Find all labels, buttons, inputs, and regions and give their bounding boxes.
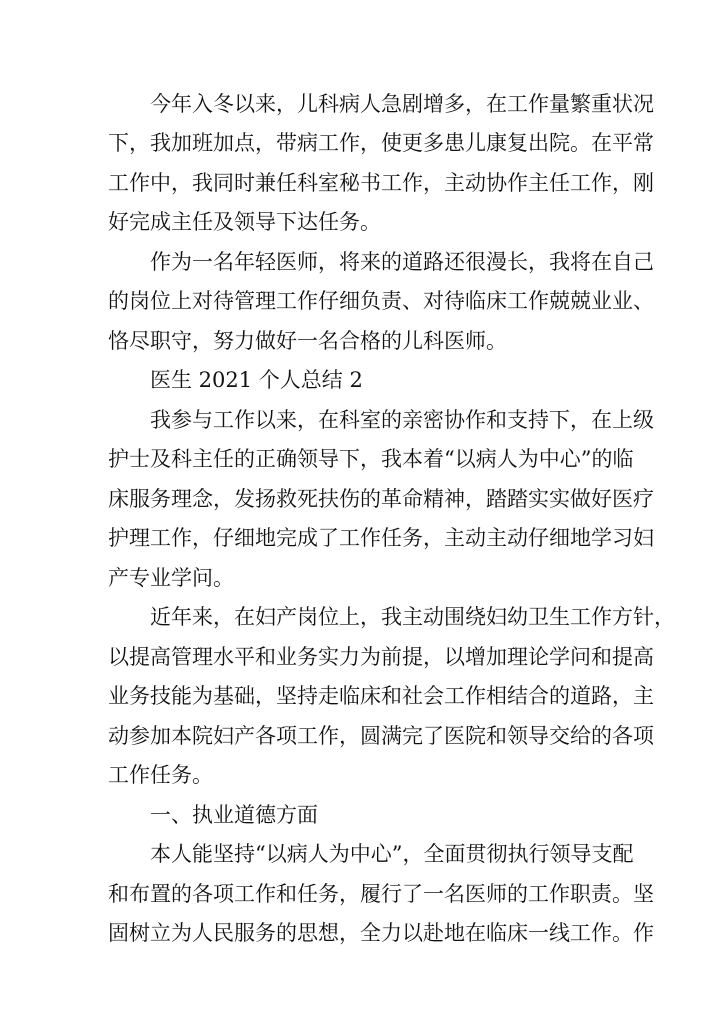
text-line: 工作任务。 — [108, 763, 213, 787]
text-line: 固树立为人民服务的思想，全力以赴地在临床一线工作。作 — [108, 921, 654, 945]
text-line: 床服务理念，发扬救死扶伤的革命精神，踏踏实实做好医疗 — [108, 487, 654, 511]
text-line: 产专业学问。 — [108, 566, 234, 590]
text-line: 作为一名年轻医师，将来的道路还很漫长，我将在自己 — [150, 250, 654, 274]
text-line: 我参与工作以来，在科室的亲密协作和支持下，在上级 — [150, 408, 654, 432]
text-line: 好完成主任及领导下达任务。 — [108, 210, 381, 234]
text-line: 业务技能为基础，坚持走临床和社会工作相结合的道路，主 — [108, 684, 654, 708]
section-heading: 一、执业道德方面 — [150, 803, 318, 827]
text-line: 工作中，我同时兼任科室秘书工作，主动协作主任工作，刚 — [108, 171, 654, 195]
text-line: 以提高管理水平和业务实力为前提，以增加理论学问和提高 — [108, 645, 654, 669]
text-line: 护理工作，仔细地完成了工作任务，主动主动仔细地学习妇 — [108, 526, 654, 550]
text-line: 护士及科主任的正确领导下，我本着“以病人为中心”的临 — [108, 447, 634, 471]
text-line: 的岗位上对待管理工作仔细负责、对待临床工作兢兢业业、 — [108, 289, 654, 313]
text-line: 和布置的各项工作和任务，履行了一名医师的工作职责。坚 — [108, 882, 654, 906]
text-line: 本人能坚持“以病人为中心”，全面贯彻执行领导支配 — [150, 842, 634, 866]
text-line: 恪尽职守，努力做好一名合格的儿科医师。 — [108, 329, 507, 353]
text-line: 动参加本院妇产各项工作，圆满完了医院和领导交给的各项 — [108, 724, 654, 748]
section-heading: 医生 2021 个人总结 2 — [150, 368, 363, 392]
text-line: 下，我加班加点，带病工作，使更多患儿康复出院。在平常 — [108, 131, 654, 155]
text-line: 近年来，在妇产岗位上，我主动围绕妇幼卫生工作方针， — [150, 605, 675, 629]
text-line: 今年入冬以来，儿科病人急剧增多，在工作量繁重状况 — [150, 92, 654, 116]
